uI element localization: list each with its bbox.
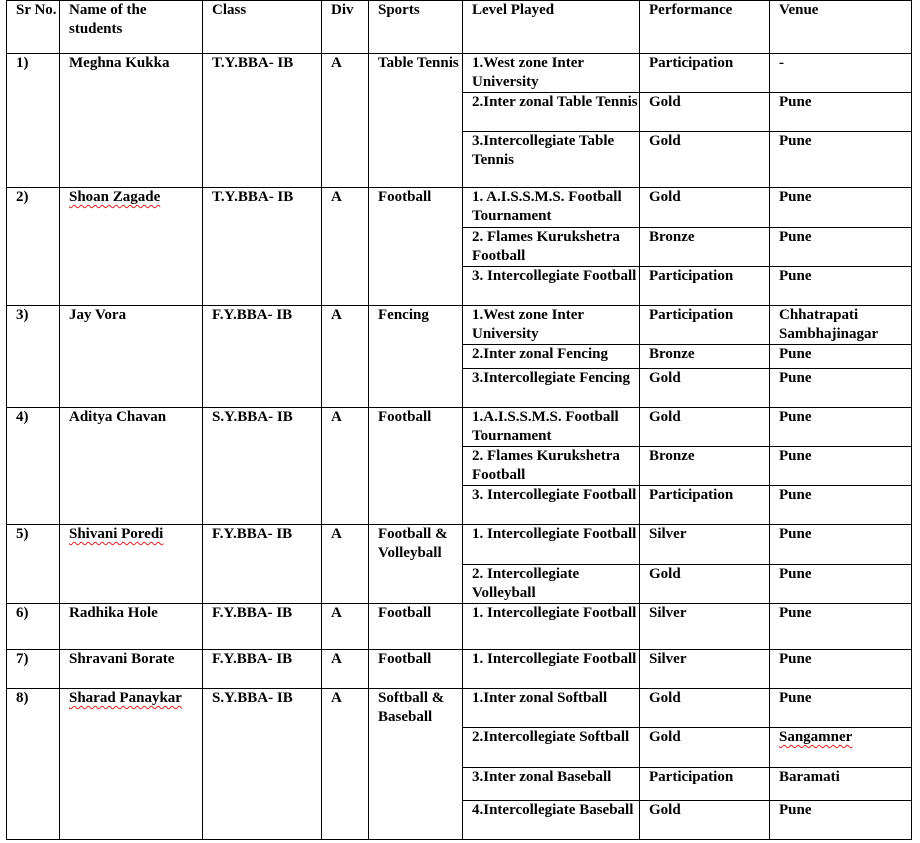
cell-class-text: T.Y.BBA- IB [212, 55, 294, 71]
cell-performance-text: Silver [649, 526, 687, 542]
cell-performance-text: Gold [649, 566, 681, 582]
cell-performance [640, 604, 770, 650]
cell-level-played [463, 689, 640, 728]
cell-level-played-text: 1.West zone Inter University [472, 307, 584, 342]
cell-venue-text: Pune [779, 690, 812, 706]
cell-performance-text: Gold [649, 690, 681, 706]
cell-venue [770, 93, 912, 132]
cell-class [203, 689, 322, 840]
cell-performance-text: Participation [649, 55, 734, 71]
cell-level-played-text: 4.Intercollegiate Baseball [472, 802, 634, 818]
cell-performance [640, 93, 770, 132]
cell-level-played [463, 132, 640, 188]
cell-venue-text: Pune [779, 409, 812, 425]
cell-sr-no-text: 6) [16, 605, 29, 621]
header-level-played: Level Played [463, 1, 640, 54]
cell-student-name-text: Aditya Chavan [69, 409, 167, 425]
cell-student-name [60, 54, 203, 188]
cell-level-played-text: 3.Inter zonal Baseball [472, 769, 612, 785]
cell-venue-text: Pune [779, 268, 812, 284]
cell-sports [369, 689, 463, 840]
cell-div [322, 604, 369, 650]
cell-performance-text: Gold [649, 133, 681, 149]
header-sports: Sports [369, 1, 463, 54]
cell-student-name-text: Radhika Hole [69, 605, 158, 621]
cell-level-played [463, 345, 640, 369]
table-row [7, 188, 912, 228]
cell-level-played-text: 2. Flames Kurukshetra Football [472, 448, 620, 483]
cell-performance [640, 728, 770, 768]
cell-venue-text: Pune [779, 566, 812, 582]
cell-class-text: F.Y.BBA- IB [212, 605, 293, 621]
cell-div [322, 650, 369, 689]
cell-sports [369, 54, 463, 188]
cell-student-name-text: Shravani Borate [69, 651, 175, 667]
cell-student-name [60, 188, 203, 306]
cell-level-played [463, 801, 640, 840]
cell-sports-text: Fencing [378, 307, 429, 323]
cell-level-played-text: 2.Inter zonal Table Tennis [472, 94, 638, 110]
cell-sports-text: Football [378, 605, 432, 621]
cell-venue [770, 345, 912, 369]
cell-venue [770, 267, 912, 306]
cell-performance [640, 345, 770, 369]
cell-student-name [60, 525, 203, 604]
cell-sports [369, 650, 463, 689]
cell-sr-no [7, 525, 60, 604]
cell-sports-text: Football [378, 651, 432, 667]
cell-venue-text: - [779, 55, 784, 71]
cell-sports [369, 408, 463, 525]
cell-class [203, 408, 322, 525]
cell-div [322, 525, 369, 604]
cell-performance-text: Gold [649, 409, 681, 425]
cell-div-text: A [331, 690, 342, 706]
sports-achievements-table [6, 0, 912, 840]
cell-student-name-text: Meghna Kukka [69, 55, 170, 71]
cell-performance [640, 447, 770, 486]
cell-performance [640, 369, 770, 408]
cell-class-text: F.Y.BBA- IB [212, 307, 293, 323]
cell-div-text: A [331, 307, 342, 323]
cell-div-text: A [331, 189, 342, 205]
cell-venue [770, 306, 912, 345]
cell-venue [770, 54, 912, 93]
cell-class [203, 306, 322, 408]
cell-performance-text: Participation [649, 769, 734, 785]
cell-performance-text: Silver [649, 651, 687, 667]
cell-venue [770, 801, 912, 840]
cell-level-played-text: 2.Intercollegiate Softball [472, 729, 630, 745]
cell-performance [640, 768, 770, 801]
cell-sr-no [7, 689, 60, 840]
cell-performance-text: Gold [649, 802, 681, 818]
cell-sr-no [7, 408, 60, 525]
cell-sports-text: Football & Volleyball [378, 526, 448, 561]
cell-venue-text: Pune [779, 229, 812, 245]
cell-performance [640, 525, 770, 565]
cell-sr-no [7, 188, 60, 306]
cell-venue-text: Pune [779, 526, 812, 542]
cell-venue [770, 132, 912, 188]
cell-student-name-text: Sharad Panaykar [69, 690, 182, 706]
cell-sr-no-text: 2) [16, 189, 29, 205]
cell-sports [369, 525, 463, 604]
cell-div [322, 306, 369, 408]
cell-venue [770, 768, 912, 801]
cell-sports-text: Football [378, 189, 432, 205]
table-body [7, 54, 912, 840]
cell-level-played-text: 1. Intercollegiate Football [472, 605, 637, 621]
cell-level-played-text: 3. Intercollegiate Football [472, 487, 637, 503]
cell-level-played-text: 1. A.I.S.S.M.S. Football Tournament [472, 189, 622, 224]
table-row [7, 525, 912, 565]
cell-sr-no-text: 1) [16, 55, 29, 71]
cell-class-text: F.Y.BBA- IB [212, 651, 293, 667]
cell-class [203, 188, 322, 306]
header-class: Class [203, 1, 322, 54]
cell-sports-text: Football [378, 409, 432, 425]
cell-performance-text: Silver [649, 605, 687, 621]
cell-sr-no [7, 604, 60, 650]
cell-div-text: A [331, 409, 342, 425]
cell-venue-text: Pune [779, 651, 812, 667]
cell-venue-text: Pune [779, 133, 812, 149]
cell-performance-text: Gold [649, 94, 681, 110]
cell-venue-text: Pune [779, 346, 812, 362]
cell-level-played [463, 525, 640, 565]
cell-sr-no [7, 306, 60, 408]
cell-level-played [463, 267, 640, 306]
cell-venue [770, 728, 912, 768]
cell-performance-text: Participation [649, 268, 734, 284]
cell-class [203, 54, 322, 188]
cell-class [203, 604, 322, 650]
cell-venue [770, 486, 912, 525]
cell-div-text: A [331, 526, 342, 542]
cell-performance [640, 228, 770, 267]
cell-venue-text: Baramati [779, 769, 840, 785]
cell-level-played [463, 54, 640, 93]
cell-div [322, 54, 369, 188]
cell-student-name [60, 408, 203, 525]
cell-sr-no-text: 3) [16, 307, 29, 323]
cell-venue-text: Pune [779, 448, 812, 464]
cell-level-played [463, 93, 640, 132]
cell-level-played-text: 3. Intercollegiate Football [472, 268, 637, 284]
cell-sports-text: Softball & Baseball [378, 690, 445, 725]
cell-div-text: A [331, 605, 342, 621]
cell-div [322, 689, 369, 840]
cell-level-played [463, 408, 640, 447]
cell-performance [640, 132, 770, 188]
cell-class-text: T.Y.BBA- IB [212, 189, 294, 205]
cell-div [322, 188, 369, 306]
cell-venue [770, 689, 912, 728]
cell-performance-text: Participation [649, 307, 734, 323]
cell-sr-no-text: 7) [16, 651, 29, 667]
cell-venue-text: Pune [779, 605, 812, 621]
cell-class-text: F.Y.BBA- IB [212, 526, 293, 542]
cell-venue-text: Pune [779, 370, 812, 386]
cell-performance-text: Gold [649, 729, 681, 745]
cell-student-name-text: Jay Vora [69, 307, 127, 323]
header-performance: Performance [640, 1, 770, 54]
cell-performance [640, 486, 770, 525]
cell-venue [770, 525, 912, 565]
cell-level-played-text: 1. Intercollegiate Football [472, 651, 637, 667]
cell-student-name [60, 650, 203, 689]
cell-student-name-text: Shoan Zagade [69, 189, 161, 205]
cell-performance [640, 565, 770, 604]
cell-venue-text: Pune [779, 94, 812, 110]
cell-sports [369, 604, 463, 650]
cell-performance-text: Gold [649, 370, 681, 386]
cell-performance-text: Bronze [649, 448, 695, 464]
cell-level-played-text: 2.Inter zonal Fencing [472, 346, 608, 362]
cell-sr-no-text: 5) [16, 526, 29, 542]
cell-sports [369, 188, 463, 306]
cell-student-name [60, 306, 203, 408]
cell-venue [770, 228, 912, 267]
cell-class [203, 525, 322, 604]
cell-level-played [463, 604, 640, 650]
cell-div [322, 408, 369, 525]
header-student-name: Name of the students [60, 1, 203, 54]
cell-class [203, 650, 322, 689]
table-row [7, 408, 912, 447]
header-row [7, 1, 912, 54]
table-row [7, 306, 912, 345]
cell-student-name [60, 689, 203, 840]
cell-venue [770, 650, 912, 689]
cell-venue [770, 188, 912, 228]
cell-level-played [463, 486, 640, 525]
cell-performance [640, 408, 770, 447]
cell-class-text: S.Y.BBA- IB [212, 409, 293, 425]
cell-performance-text: Participation [649, 487, 734, 503]
cell-level-played [463, 728, 640, 768]
header-sr-no: Sr No. [7, 1, 60, 54]
cell-performance-text: Bronze [649, 229, 695, 245]
cell-student-name-text: Shivani Poredi [69, 526, 164, 542]
cell-performance [640, 188, 770, 228]
cell-sr-no [7, 650, 60, 689]
cell-performance-text: Bronze [649, 346, 695, 362]
cell-venue-text: Pune [779, 189, 812, 205]
cell-level-played-text: 3.Intercollegiate Fencing [472, 370, 631, 386]
cell-venue-text: Pune [779, 802, 812, 818]
cell-performance [640, 650, 770, 689]
cell-sr-no-text: 8) [16, 690, 29, 706]
cell-student-name [60, 604, 203, 650]
table-row [7, 650, 912, 689]
cell-performance-text: Gold [649, 189, 681, 205]
cell-level-played [463, 306, 640, 345]
cell-class-text: S.Y.BBA- IB [212, 690, 293, 706]
cell-venue [770, 447, 912, 486]
table-row [7, 604, 912, 650]
cell-performance [640, 801, 770, 840]
cell-performance [640, 306, 770, 345]
cell-div-text: A [331, 55, 342, 71]
cell-venue [770, 408, 912, 447]
cell-level-played [463, 369, 640, 408]
cell-performance [640, 267, 770, 306]
cell-sports-text: Table Tennis [378, 55, 459, 71]
cell-level-played [463, 650, 640, 689]
cell-level-played-text: 1. Intercollegiate Football [472, 526, 637, 542]
cell-level-played-text: 1.A.I.S.S.M.S. Football Tournament [472, 409, 619, 444]
cell-venue-text: Chhatrapati Sambhajinagar [779, 307, 879, 342]
cell-performance [640, 689, 770, 728]
cell-venue [770, 369, 912, 408]
cell-sr-no [7, 54, 60, 188]
cell-level-played [463, 768, 640, 801]
cell-venue [770, 565, 912, 604]
cell-level-played [463, 565, 640, 604]
cell-venue-text: Sangamner [779, 729, 853, 745]
table-row [7, 54, 912, 93]
cell-venue [770, 604, 912, 650]
cell-performance [640, 54, 770, 93]
cell-level-played-text: 3.Intercollegiate Table Tennis [472, 133, 615, 168]
cell-venue-text: Pune [779, 487, 812, 503]
cell-div-text: A [331, 651, 342, 667]
cell-level-played-text: 1.West zone Inter University [472, 55, 584, 90]
cell-sports [369, 306, 463, 408]
cell-level-played [463, 188, 640, 228]
cell-level-played [463, 447, 640, 486]
header-div: Div [322, 1, 369, 54]
cell-level-played [463, 228, 640, 267]
cell-level-played-text: 2. Flames Kurukshetra Football [472, 229, 620, 264]
cell-level-played-text: 2. Intercollegiate Volleyball [472, 566, 580, 601]
table-row [7, 689, 912, 728]
header-venue: Venue [770, 1, 912, 54]
cell-level-played-text: 1.Inter zonal Softball [472, 690, 608, 706]
cell-sr-no-text: 4) [16, 409, 29, 425]
